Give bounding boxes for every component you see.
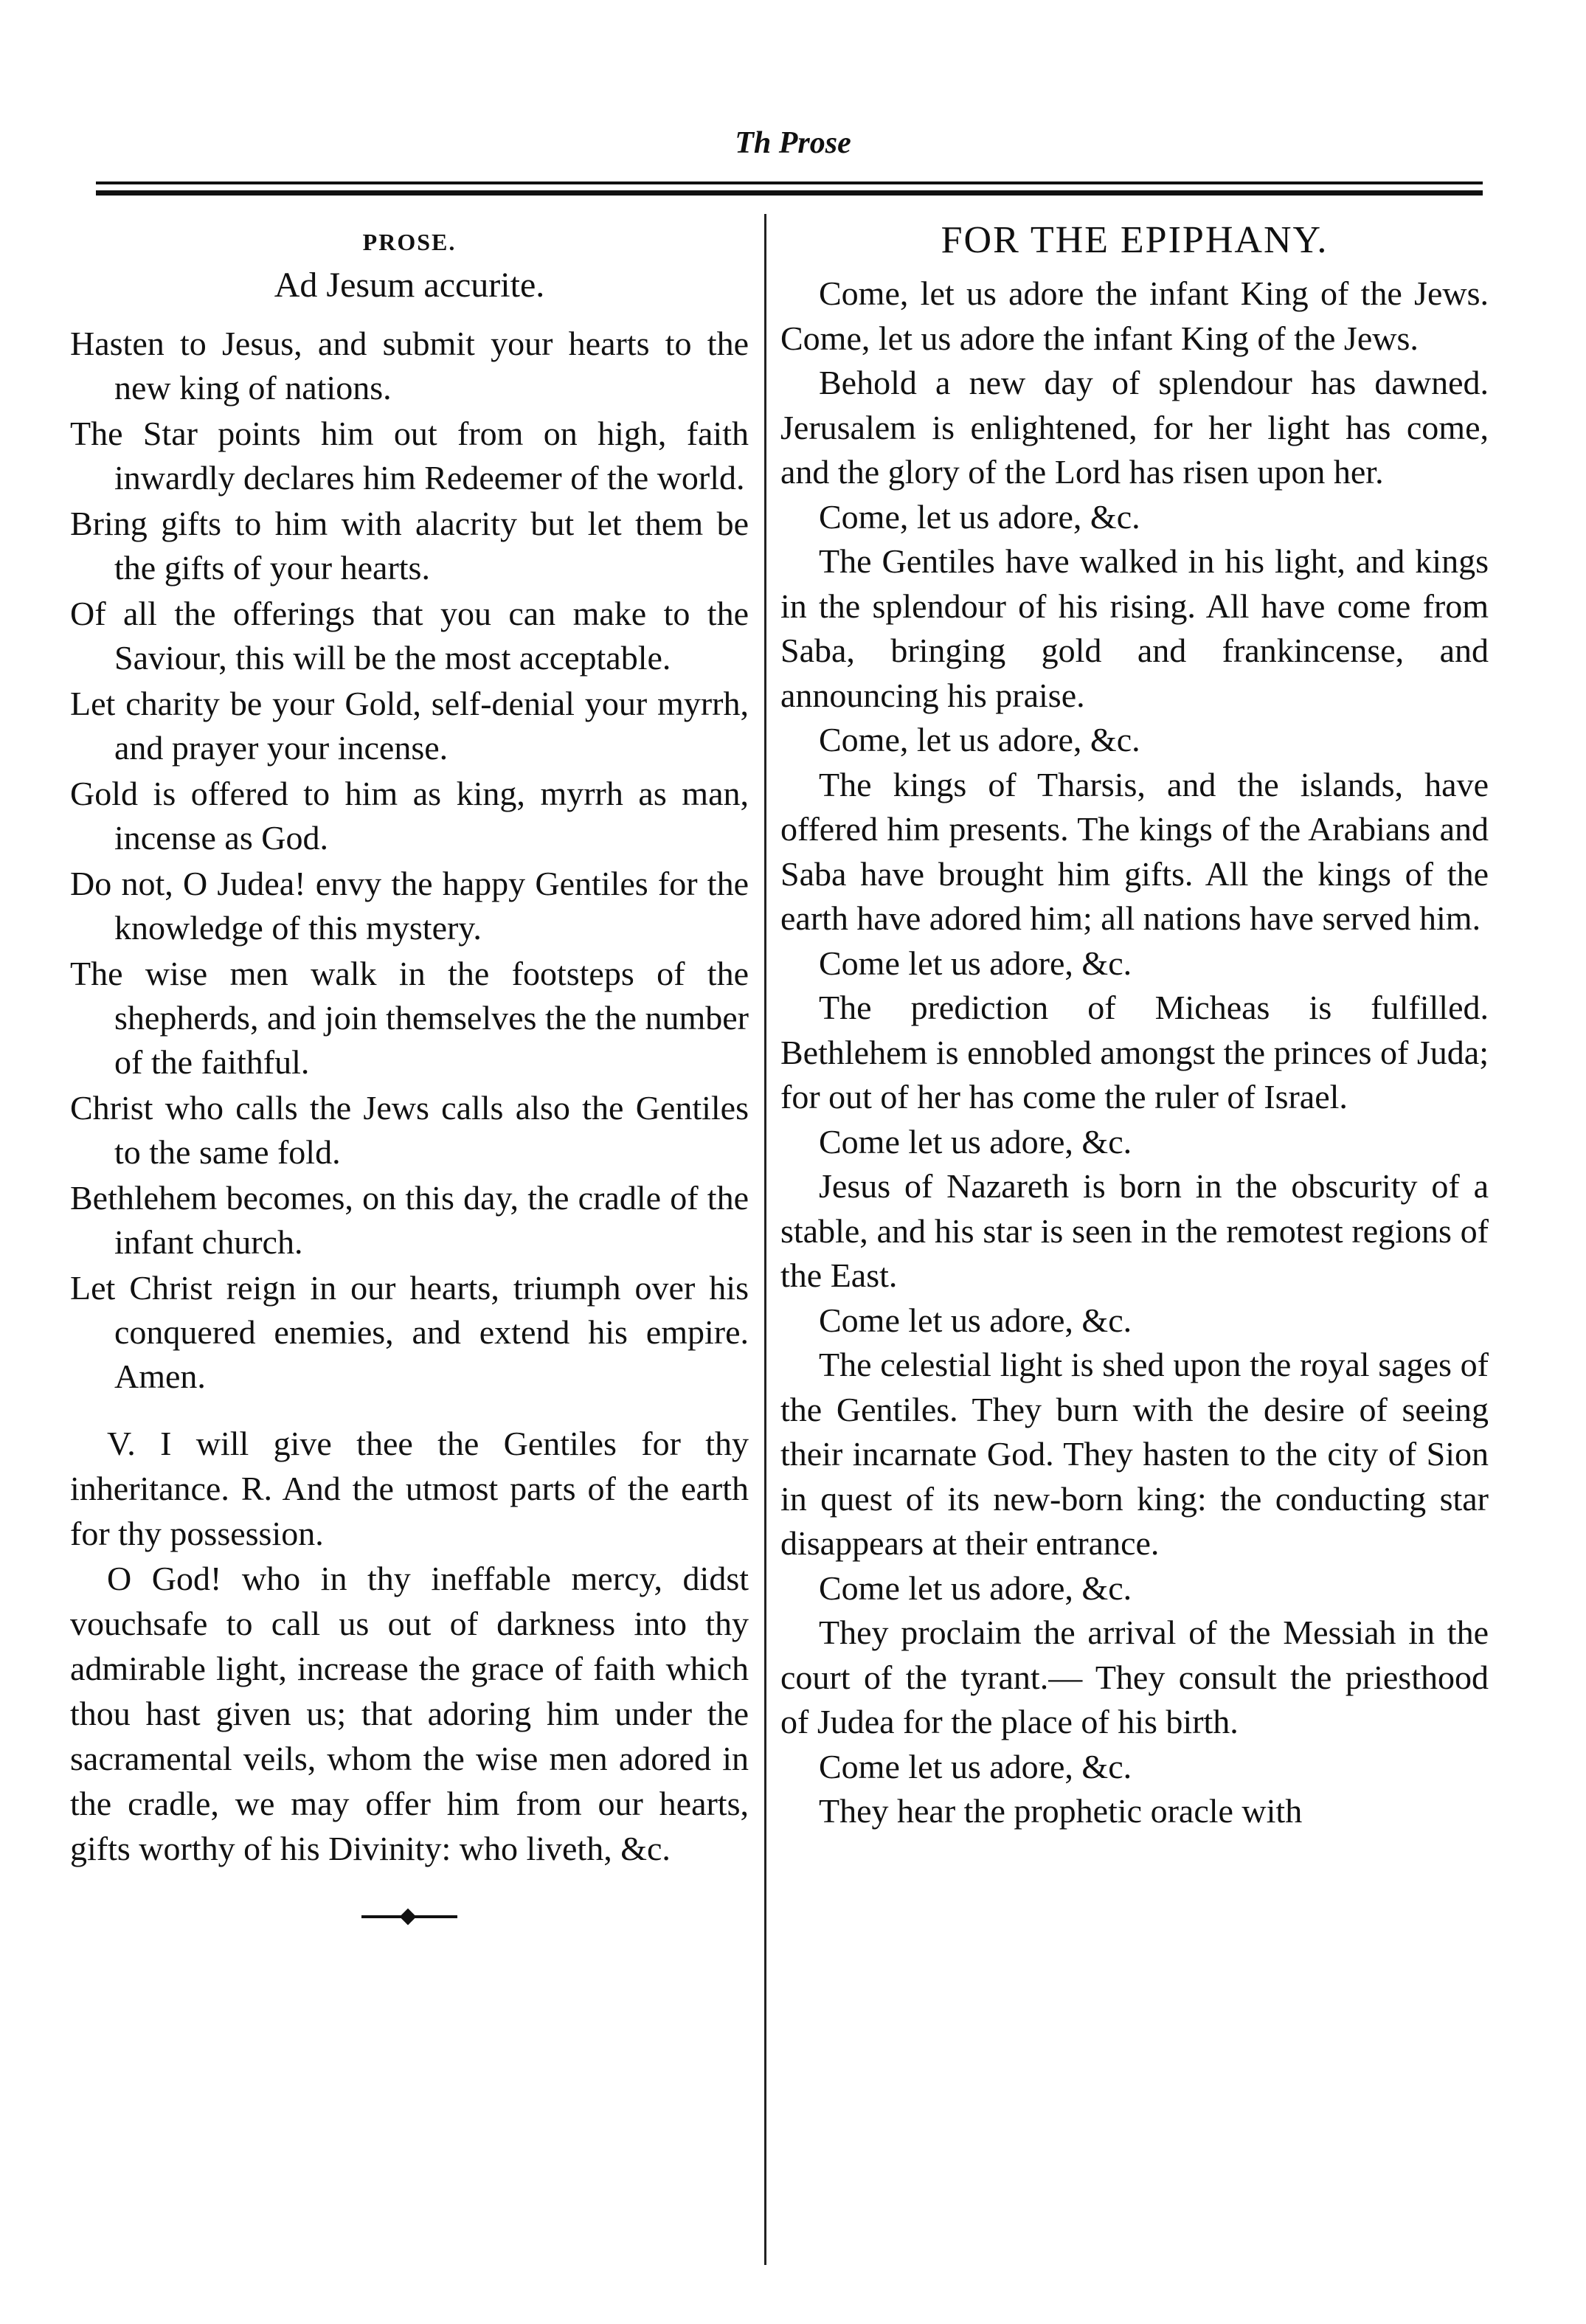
prose-verse: Bring gifts to him with alacrity but let them be the gifts of your hearts. xyxy=(70,505,749,587)
refrain: Come let us adore, &c. xyxy=(819,1569,1132,1607)
epiphany-heading: FOR THE EPIPHANY. xyxy=(941,219,1329,261)
refrain: Come, let us adore, &c. xyxy=(819,497,1140,536)
right-column xyxy=(780,214,1489,1834)
collect-prayer: O God! who in thy ineffable mercy, didst vouchsafe to call us out of darkness into thy admirable light, increase the grace of faith which thou hast given us; that adoring him under the sacramental veils, whom the wise men adored in the cradle, we may offer him from our hearts, gifts worthy of his Divinity: who liveth, &c. xyxy=(70,1560,749,1867)
prose-verse: Let Christ reign in our hearts, triumph over his conquered enemies, and extend his empire. Amen. xyxy=(70,1269,749,1395)
prose-verse: The Star points him out from on high, faith inwardly declares him Redeemer of the world. xyxy=(70,415,749,497)
versicle: V. I will give thee the Gentiles for thy inheritance. R. And the utmost parts of the earth for thy possession. xyxy=(70,1425,749,1552)
hymn-paragraph: The kings of Tharsis, and the islands, have offered him presents. The kings of the Arabians and Saba have brought him gifts. All the kings of the earth have adored him; all nations have served him. xyxy=(780,765,1489,937)
refrain: Come, let us adore, &c. xyxy=(819,721,1140,758)
ornament-rule xyxy=(361,1915,457,1918)
hymn-paragraph: Come, let us adore the infant King of the Jews. Come, let us adore the infant King of the Jews. xyxy=(780,274,1489,357)
hymn-paragraph: They hear the prophetic oracle with xyxy=(819,1792,1303,1830)
hymn-paragraph: They proclaim the arrival of the Messiah in the court of the tyrant.— They consult the priesthood of Judea for the place of his birth. xyxy=(780,1614,1489,1740)
prose-heading: PROSE. xyxy=(362,229,457,255)
hymn-paragraph: The celestial light is shed upon the royal sages of the Gentiles. They burn with the desire of seeing their incarnate God. They hasten to the city of Sion in quest of its new-born king: the conducting star disappears at their entrance. xyxy=(780,1346,1489,1562)
column-divider xyxy=(764,214,766,2265)
header-rule-thick xyxy=(96,190,1483,196)
prose-subtitle: Ad Jesum accurite. xyxy=(274,266,545,305)
left-column xyxy=(70,214,749,1918)
prose-verse: Bethlehem becomes, on this day, the cradle of the infant church. xyxy=(70,1179,749,1261)
hymn-paragraph: Jesus of Nazareth is born in the obscurity of a stable, and his star is seen in the remotest regions of the East. xyxy=(780,1167,1489,1294)
refrain: Come let us adore, &c. xyxy=(819,1747,1132,1785)
prose-verse: Gold is offered to him as king, myrrh as man, incense as God. xyxy=(70,775,749,857)
prose-verse: Hasten to Jesus, and submit your hearts to the new king of nations. xyxy=(70,325,749,407)
prose-verse: Christ who calls the Jews calls also the Gentiles to the same fold. xyxy=(70,1089,749,1171)
refrain: Come let us adore, &c. xyxy=(819,1122,1132,1161)
refrain: Come let us adore, &c. xyxy=(819,1301,1132,1339)
hymn-paragraph: Behold a new day of splendour has dawned. Jerusalem is enlightened, for her light has come, and the glory of the Lord has risen upon her. xyxy=(780,364,1489,491)
prose-verse: The wise men walk in the footsteps of the shepherds, and join themselves the the number of the faithful. xyxy=(70,955,749,1081)
hymn-paragraph: The prediction of Micheas is fulfilled. Bethlehem is ennobled amongst the princes of Juda; for out of her has come the ruler of Israel. xyxy=(780,989,1489,1116)
prose-verse: Do not, O Judea! envy the happy Gentiles for the knowledge of this mystery. xyxy=(70,865,749,947)
prose-verse: Let charity be your Gold, self-denial your myrrh, and prayer your incense. xyxy=(70,685,749,767)
refrain: Come let us adore, &c. xyxy=(819,944,1132,982)
hymn-paragraph: The Gentiles have walked in his light, and kings in the splendour of his rising. All have come from Saba, bringing gold and frankincense, and announcing his praise. xyxy=(780,542,1489,714)
running-head: Th Prose xyxy=(735,126,851,160)
prose-verse: Of all the offerings that you can make to the Saviour, this will be the most acceptable. xyxy=(70,595,749,677)
header-rule xyxy=(96,181,1483,184)
